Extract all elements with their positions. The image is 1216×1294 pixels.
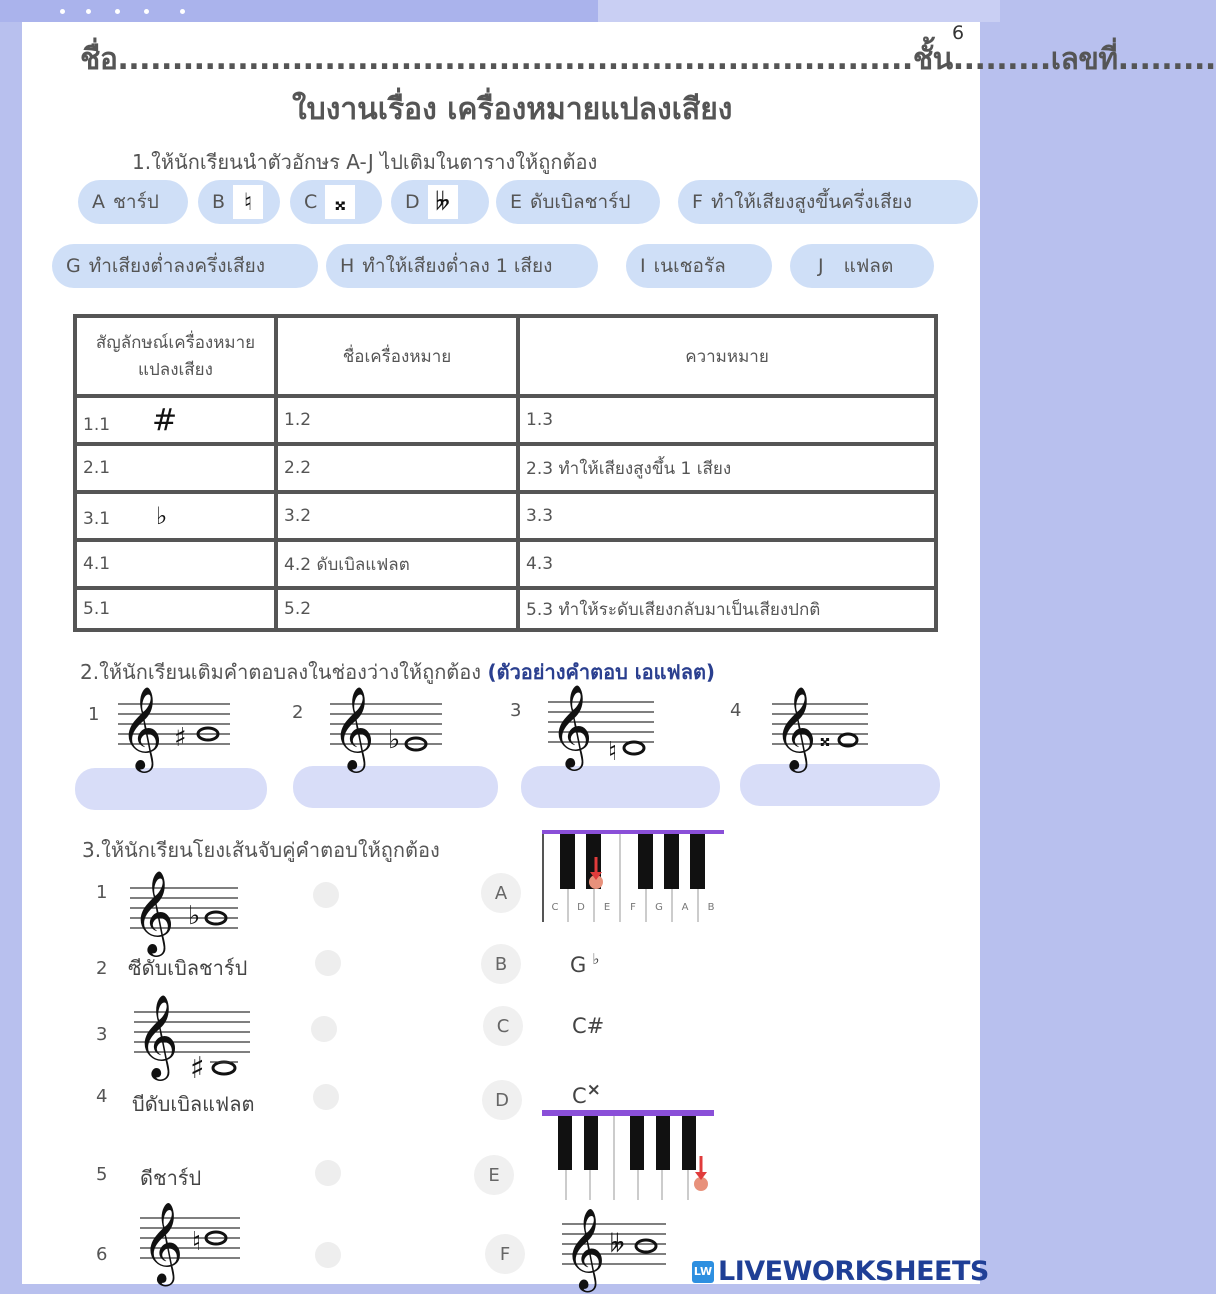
- section2-instruction: 2.ให้นักเรียนเติมคำตอบลงในช่องว่างให้ถูกต้อง (ตัวอย่างคำตอบ เอแฟลต): [80, 660, 716, 684]
- table-input[interactable]: 4.3: [518, 540, 936, 588]
- left-number: 3: [96, 1024, 108, 1045]
- note-g-flat: G ♭: [570, 950, 600, 977]
- option-d[interactable]: D 𝄫: [391, 180, 489, 224]
- worksheet-title: ใบงานเรื่อง เครื่องหมายแปลงเสียง: [292, 92, 733, 127]
- key-label: E: [603, 902, 611, 913]
- staff-2-2: [330, 676, 446, 768]
- piano-keyboard-a: [542, 830, 724, 922]
- match-dot-left[interactable]: [313, 882, 339, 908]
- staff-3-3: [134, 984, 254, 1084]
- option-j[interactable]: J แฟลต: [790, 244, 934, 288]
- treble-clef-icon: 𝄞: [774, 685, 817, 769]
- whole-note-icon: [624, 742, 644, 754]
- accidental: ♮: [608, 737, 618, 767]
- staff-number: 1: [88, 704, 100, 725]
- table-input[interactable]: 3.3: [518, 492, 936, 540]
- match-dot-right[interactable]: A: [481, 873, 521, 913]
- option-f[interactable]: F ทำให้เสียงสูงขึ้นครึ่งเสียง: [678, 180, 978, 224]
- section1-instruction: 1.ให้นักเรียนนำตัวอักษร A-J ไปเติมในตารางให้ถูกต้อง: [132, 150, 598, 174]
- staff-3-f: [562, 1202, 670, 1289]
- answer-field[interactable]: [740, 764, 940, 806]
- accidental: 𝄪: [820, 727, 830, 752]
- staff-number: 4: [730, 700, 742, 721]
- match-dot-left[interactable]: [315, 1160, 341, 1186]
- option-a[interactable]: A ชาร์ป: [78, 180, 188, 224]
- staff-number: 2: [292, 702, 304, 723]
- left-text: ดีชาร์ป: [140, 1166, 202, 1190]
- accidental: ♯: [190, 1051, 205, 1086]
- example-answer: (ตัวอย่างคำตอบ เอแฟลต): [487, 660, 716, 684]
- table-header-meaning: ความหมาย: [518, 316, 936, 396]
- key-label: F: [630, 902, 636, 913]
- treble-clef-icon: 𝄞: [332, 685, 375, 769]
- sharp-symbol: #: [152, 402, 178, 438]
- flat-symbol: ♭: [156, 502, 168, 530]
- table-row: [75, 588, 936, 630]
- top-strip: [0, 0, 1000, 22]
- answer-field[interactable]: [521, 766, 720, 808]
- table-row: 3.1 ♭ 3.2 3.3: [75, 492, 936, 540]
- logo-text: LIVEWORKSHEETS: [718, 1256, 989, 1287]
- key-label: D: [577, 902, 585, 913]
- treble-clef-icon: 𝄞: [564, 1207, 606, 1289]
- whole-note-icon: [636, 1240, 656, 1252]
- staff-2-1: [118, 676, 234, 768]
- match-dot-right[interactable]: C: [483, 1006, 523, 1046]
- staff-number: 3: [510, 700, 522, 721]
- match-dot-left[interactable]: [311, 1016, 337, 1042]
- staff-2-4: [772, 676, 872, 768]
- liveworksheets-logo: [692, 1256, 989, 1287]
- table-input[interactable]: 5.1: [75, 588, 276, 630]
- key-label: A: [681, 902, 689, 913]
- staff-3-6: [140, 1200, 244, 1283]
- match-dot-right[interactable]: D: [482, 1080, 522, 1120]
- table-cell: 2.3 ทำให้เสียงสูงขึ้น 1 เสียง: [518, 444, 936, 492]
- accidentals-table: [73, 314, 938, 632]
- match-dot-right[interactable]: E: [474, 1155, 514, 1195]
- table-input[interactable]: 5.2: [276, 588, 518, 630]
- table-cell: 4.2 ดับเบิลแฟลต: [276, 540, 518, 588]
- table-input[interactable]: 4.1: [75, 540, 276, 588]
- table-row: 1.1 # 1.2 1.3: [75, 396, 936, 444]
- logo-mark: LW: [692, 1261, 714, 1283]
- option-h[interactable]: H ทำให้เสียงต่ำลง 1 เสียง: [326, 244, 598, 288]
- table-input[interactable]: 1.3: [518, 396, 936, 444]
- option-e[interactable]: E ดับเบิลชาร์ป: [496, 180, 660, 224]
- left-number: 6: [96, 1244, 108, 1265]
- section3-instruction: 3.ให้นักเรียนโยงเส้นจับคู่คำตอบให้ถูกต้อง: [82, 838, 440, 862]
- key-label: B: [707, 902, 715, 913]
- staff-3-1: [130, 860, 242, 952]
- accidental: ♭: [188, 901, 201, 931]
- treble-clef-icon: 𝄞: [132, 869, 175, 953]
- staff-2-3: [548, 674, 658, 766]
- accidental: ♭: [388, 725, 401, 755]
- left-number: 4: [96, 1086, 108, 1107]
- answer-field[interactable]: [75, 768, 267, 810]
- table-row: [75, 444, 936, 492]
- table-input[interactable]: 1.2: [276, 396, 518, 444]
- note-c-sharp: C#: [572, 1014, 605, 1038]
- accidental: ♮: [192, 1227, 202, 1257]
- table-header-name: ชื่อเครื่องหมาย: [276, 316, 518, 396]
- treble-clef-icon: 𝄞: [120, 685, 163, 769]
- accidental: ♯: [174, 723, 187, 753]
- match-dot-right[interactable]: B: [481, 944, 521, 984]
- name-line: ชื่อ.........................................................................ชั้น.........เลขที่.........: [80, 42, 1216, 77]
- left-text: ซีดับเบิลชาร์ป: [128, 956, 248, 980]
- match-dot-left[interactable]: [313, 1084, 339, 1110]
- match-dot-left[interactable]: [315, 1242, 341, 1268]
- treble-clef-icon: 𝄞: [136, 993, 179, 1077]
- left-number: 2: [96, 958, 108, 979]
- left-number: 5: [96, 1164, 108, 1185]
- answer-field[interactable]: [293, 766, 498, 808]
- double-flat-symbol: 𝄫: [428, 185, 458, 219]
- option-g[interactable]: G ทำเสียงต่ำลงครึ่งเสียง: [52, 244, 318, 288]
- key-label: C: [551, 902, 559, 913]
- key-label: G: [655, 902, 663, 913]
- treble-clef-icon: 𝄞: [142, 1201, 184, 1283]
- option-b[interactable]: B ♮: [198, 180, 280, 224]
- table-cell: 5.3 ทำให้ระดับเสียงกลับมาเป็นเสียงปกติ: [518, 588, 936, 630]
- treble-clef-icon: 𝄞: [550, 683, 593, 767]
- left-text: บีดับเบิลแฟลต: [132, 1092, 255, 1116]
- match-dot-right[interactable]: F: [485, 1234, 525, 1274]
- whole-note-icon: [213, 1062, 235, 1074]
- option-c[interactable]: C 𝄪: [290, 180, 382, 224]
- accidental: 𝄫: [610, 1230, 625, 1258]
- table-header-symbol: สัญลักษณ์เครื่องหมายแปลงเสียง: [75, 316, 276, 396]
- left-number: 1: [96, 882, 108, 903]
- note-c-double-sharp: C×: [572, 1080, 601, 1108]
- natural-symbol: ♮: [233, 185, 263, 219]
- double-sharp-symbol: 𝄪: [325, 185, 355, 219]
- table-input[interactable]: 2.2: [276, 444, 518, 492]
- page-number: 6: [952, 22, 965, 44]
- table-row: [75, 540, 936, 588]
- option-i[interactable]: I เนเชอรัล: [626, 244, 772, 288]
- table-input[interactable]: 3.2: [276, 492, 518, 540]
- piano-keyboard-e: [542, 1110, 714, 1200]
- match-dot-left[interactable]: [315, 950, 341, 976]
- table-input[interactable]: 2.1: [75, 444, 276, 492]
